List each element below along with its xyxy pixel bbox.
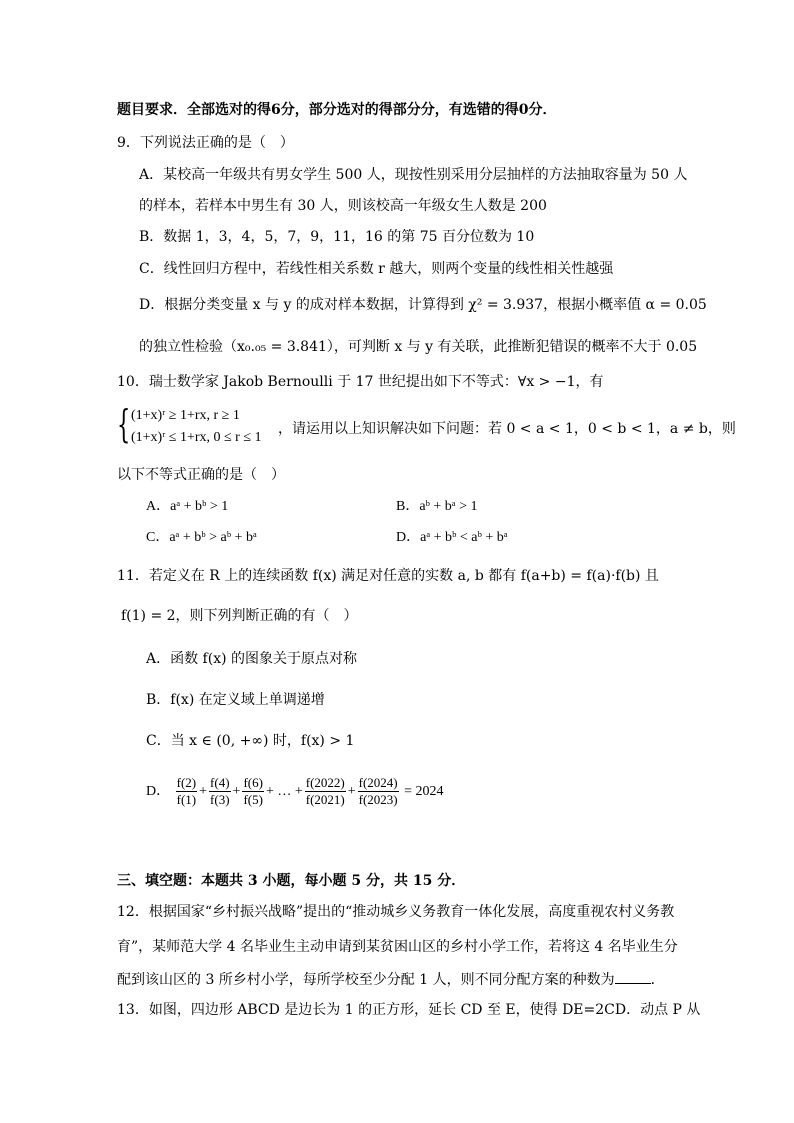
system-line-2: (1+x)ʳ ≤ 1+rx, 0 ≤ r ≤ 1 <box>131 430 262 445</box>
denominator: f(1) <box>176 792 197 808</box>
q12-line3-text: 配到该山区的 3 所乡村小学，每所学校至少分配 1 人，则不同分配方案的种数为 <box>117 972 615 988</box>
numerator: f(2022) <box>305 775 345 791</box>
q9-option-d-line2: 的独立性检验（x₀.₀₅ = 3.841），可判断 x 与 y 有关联，此推断犯错误的概率不大于 0.05 <box>139 339 698 355</box>
q10-option-d: D．aᵃ + bᵇ < aᵇ + bᵃ <box>396 530 508 545</box>
answer-blank <box>615 971 651 984</box>
q11-option-d-label: D． <box>146 784 171 799</box>
numerator: f(6) <box>243 775 263 791</box>
q11-stem: 11．若定义在 R 上的连续函数 f(x) 满足对任意的实数 a, b 都有 f(a+b) = f(a)·f(b) 且 <box>117 568 659 584</box>
q12-line3 <box>117 970 665 990</box>
q10-condition: ，请运用以上知识解决如下问题：若 0 < a < 1，0 < b < 1，a ≠ b，则 <box>278 421 736 437</box>
system-line-1: (1+x)ʳ ≥ 1+rx, r ≥ 1 <box>131 408 240 423</box>
q11-option-a: A．函数 f(x) 的图象关于原点对称 <box>146 651 358 667</box>
ellipsis-terms: + … + <box>265 784 303 799</box>
q9-stem: 9．下列说法正确的是（ ） <box>117 135 294 151</box>
bernoulli-inequality-system <box>117 404 277 450</box>
q11-condition: f(1) = 2，则下列判断正确的有（ ） <box>121 608 358 624</box>
q11-option-b: B．f(x) 在定义域上单调递增 <box>146 692 325 708</box>
score-instructions: 题目要求．全部选对的得6分，部分选对的得部分分，有选错的得0分． <box>117 102 557 118</box>
q12-line1: 12．根据国家“乡村振兴战略”提出的“推动城乡义务教育一体化发展，高度重视农村义务教 <box>117 904 675 920</box>
numerator: f(2) <box>176 775 197 791</box>
q9-option-d-line1: D．根据分类变量 x 与 y 的成对样本数据，计算得到 χ² = 3.937，根据小概率值 α = 0.05 <box>139 297 707 313</box>
q11-option-d: D． $\frac{f(2)}{f(1)}$ + $\frac{f(4)}{f(3)}$ + $\frac{f(6)}{f(5)}$ + … + $\frac{f(2022)}{f(2021)}$ + $\frac{f(2024)}{f(2023)}$ = 2024 <box>146 775 444 808</box>
q9-option-b: B．数据 1，3，4，5，7，9，11，16 的第 75 百分位数为 10 <box>139 229 535 245</box>
numerator: f(2024) <box>358 775 398 791</box>
fraction-term <box>358 775 399 808</box>
denominator: f(2023) <box>358 792 398 808</box>
sum-result: = 2024 <box>404 784 444 799</box>
denominator: f(2021) <box>305 792 345 808</box>
denominator: f(3) <box>210 792 230 808</box>
fraction-term <box>305 775 346 808</box>
q10-option-c: C．aᵃ + bᵇ > aᵇ + bᵃ <box>146 530 257 545</box>
section-3-heading: 三、填空题：本题共 3 小题，每小题 5 分，共 15 分． <box>117 873 466 889</box>
fraction-term <box>242 775 264 808</box>
q9-option-a-line2: 的样本，若样本中男生有 30 人，则该校高一年级女生人数是 200 <box>139 198 547 214</box>
fraction-term <box>176 775 198 808</box>
fraction-term <box>209 775 231 808</box>
q10-question: 以下不等式正确的是（ ） <box>117 467 285 483</box>
numerator: f(4) <box>210 775 230 791</box>
q10-option-b: B．aᵇ + bᵃ > 1 <box>396 499 478 514</box>
q10-option-a: A．aᵃ + bᵇ > 1 <box>146 499 229 514</box>
q9-option-a-line1: A．某校高一年级共有男女学生 500 人，现按性别采用分层抽样的方法抽取容量为 50 人 <box>139 167 688 183</box>
q10-stem: 10．瑞士数学家 Jakob Bernoulli 于 17 世纪提出如下不等式：∀x > −1，有 <box>117 374 604 390</box>
q12-line3-end: ． <box>650 972 665 988</box>
q13-line1: 13．如图，四边形 ABCD 是边长为 1 的正方形，延长 CD 至 E，使得 DE=2CD．动点 P 从 <box>117 1002 701 1018</box>
q12-line2: 育”，某师范大学 4 名毕业生主动申请到某贫困山区的乡村小学工作，若将这 4 名毕业生分 <box>117 939 678 955</box>
left-brace-icon: { <box>117 402 131 446</box>
q9-option-c: C．线性回归方程中，若线性相关系数 r 越大，则两个变量的线性相关性越强 <box>139 261 614 277</box>
q11-option-c: C．当 x ∈ (0, +∞) 时，f(x) > 1 <box>146 733 355 749</box>
denominator: f(5) <box>243 792 263 808</box>
